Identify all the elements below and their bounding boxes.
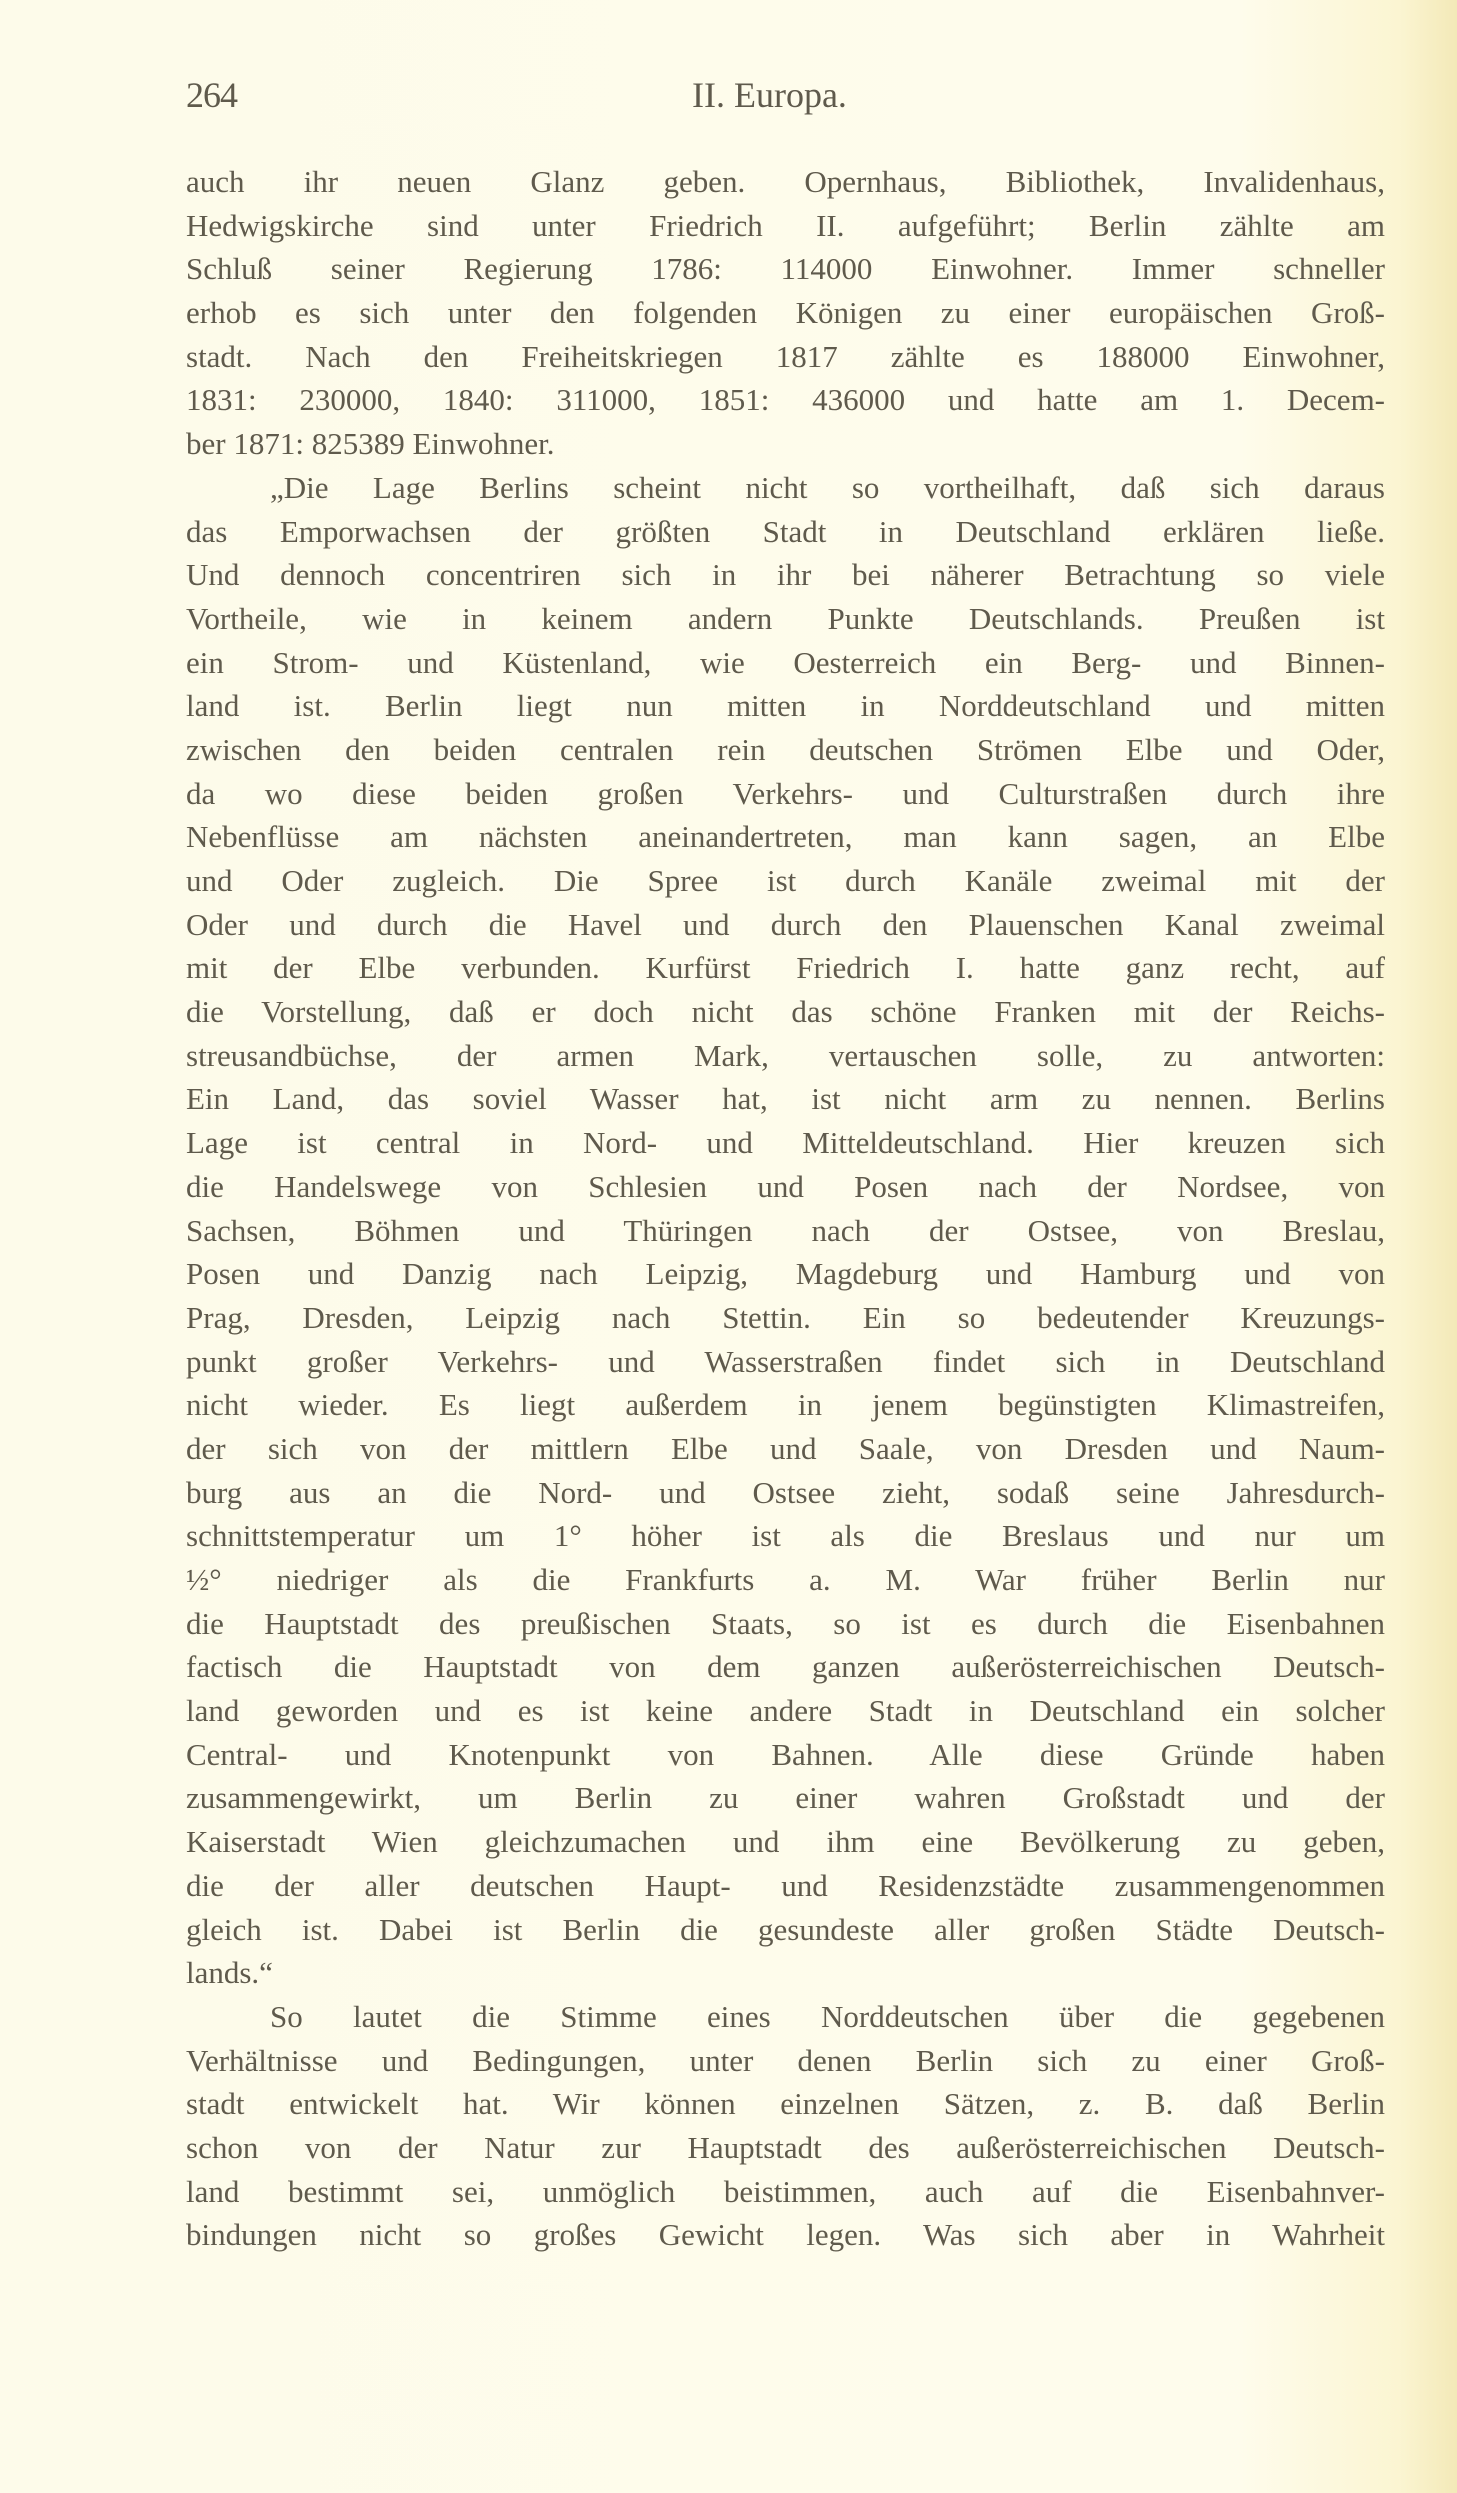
- text-line: Central- und Knotenpunkt von Bahnen. Alle diese Gründe haben: [186, 1736, 1385, 1772]
- text-line: Kaiserstadt Wien gleichzumachen und ihm eine Bevölkerung zu geben,: [186, 1824, 1385, 1860]
- text-line: schon von der Natur zur Hauptstadt des außerösterreichischen Deutsch-: [186, 2129, 1385, 2165]
- body-text: [186, 160, 1385, 2257]
- text-line: „Die Lage Berlins scheint nicht so vortheilhaft, daß sich daraus: [270, 469, 1385, 505]
- text-line: land ist. Berlin liegt nun mitten in Norddeutschland und mitten: [186, 688, 1385, 724]
- text-line: die Vorstellung, daß er doch nicht das schöne Franken mit der Reichs-: [186, 994, 1385, 1030]
- text-line: ein Strom- und Küstenland, wie Oesterreich ein Berg- und Binnen-: [186, 644, 1385, 680]
- text-line: zusammengewirkt, um Berlin zu einer wahren Großstadt und der: [186, 1780, 1385, 1816]
- text-line: Und dennoch concentriren sich in ihr bei näherer Betrachtung so viele: [186, 557, 1385, 593]
- text-line: der sich von der mittlern Elbe und Saale, von Dresden und Naum-: [186, 1430, 1385, 1466]
- text-line: Oder und durch die Havel und durch den Plauenschen Kanal zweimal: [186, 906, 1385, 942]
- text-line: bindungen nicht so großes Gewicht legen. Was sich aber in Wahrheit: [186, 2217, 1385, 2253]
- text-line: nicht wieder. Es liegt außerdem in jenem begünstigten Klimastreifen,: [186, 1387, 1385, 1423]
- text-line: da wo diese beiden großen Verkehrs- und Culturstraßen durch ihre: [186, 775, 1385, 811]
- text-line: stadt. Nach den Freiheitskriegen 1817 zählte es 188000 Einwohner,: [186, 338, 1385, 374]
- text-line: mit der Elbe verbunden. Kurfürst Friedrich I. hatte ganz recht, auf: [186, 950, 1385, 986]
- text-line: factisch die Hauptstadt von dem ganzen außerösterreichischen Deutsch-: [186, 1649, 1385, 1685]
- text-line: ½° niedriger als die Frankfurts a. M. War früher Berlin nur: [186, 1562, 1385, 1597]
- text-line: die Hauptstadt des preußischen Staats, so ist es durch die Eisenbahnen: [186, 1605, 1385, 1641]
- text-line: ber 1871: 825389 Einwohner.: [186, 426, 555, 462]
- text-line: Hedwigskirche sind unter Friedrich II. aufgeführt; Berlin zählte am: [186, 207, 1385, 243]
- text-line: Schluß seiner Regierung 1786: 114000 Einwohner. Immer schneller: [186, 251, 1385, 287]
- text-line: punkt großer Verkehrs- und Wasserstraßen findet sich in Deutschland: [186, 1343, 1385, 1379]
- text-line: Verhältnisse und Bedingungen, unter denen Berlin sich zu einer Groß-: [186, 2042, 1385, 2078]
- text-line: Lage ist central in Nord- und Mitteldeutschland. Hier kreuzen sich: [186, 1125, 1385, 1161]
- text-line: burg aus an die Nord- und Ostsee zieht, sodaß seine Jahresdurch-: [186, 1474, 1385, 1510]
- text-line: auch ihr neuen Glanz geben. Opernhaus, Bibliothek, Invalidenhaus,: [186, 164, 1385, 199]
- text-line: Sachsen, Böhmen und Thüringen nach der Ostsee, von Breslau,: [186, 1212, 1385, 1248]
- text-line: streusandbüchse, der armen Mark, vertauschen solle, zu antworten:: [186, 1037, 1385, 1073]
- text-line: Ein Land, das soviel Wasser hat, ist nicht arm zu nennen. Berlins: [186, 1081, 1385, 1117]
- page-number: 264: [186, 75, 237, 115]
- text-line: die der aller deutschen Haupt- und Residenzstädte zusammengenommen: [186, 1867, 1385, 1903]
- text-line: 1831: 230000, 1840: 311000, 1851: 436000 und hatte am 1. Decem-: [186, 382, 1385, 418]
- text-line: schnittstemperatur um 1° höher ist als die Breslaus und nur um: [186, 1518, 1385, 1554]
- text-line: land bestimmt sei, unmöglich beistimmen, auch auf die Eisenbahnver-: [186, 2173, 1385, 2209]
- text-line: land geworden und es ist keine andere Stadt in Deutschland ein solcher: [186, 1693, 1385, 1729]
- text-line: Posen und Danzig nach Leipzig, Magdeburg und Hamburg und von: [186, 1256, 1385, 1292]
- text-line: Nebenflüsse am nächsten aneinandertreten, man kann sagen, an Elbe: [186, 819, 1385, 855]
- text-line: erhob es sich unter den folgenden Königen zu einer europäischen Groß-: [186, 295, 1385, 331]
- text-line: Vortheile, wie in keinem andern Punkte Deutschlands. Preußen ist: [186, 600, 1385, 636]
- text-line: So lautet die Stimme eines Norddeutschen über die gegebenen: [270, 1998, 1385, 2034]
- page-header: [186, 74, 1385, 120]
- text-line: Prag, Dresden, Leipzig nach Stettin. Ein so bedeutender Kreuzungs-: [186, 1299, 1385, 1335]
- text-line: stadt entwickelt hat. Wir können einzelnen Sätzen, z. B. daß Berlin: [186, 2086, 1385, 2122]
- text-line: zwischen den beiden centralen rein deutschen Strömen Elbe und Oder,: [186, 731, 1385, 767]
- text-line: gleich ist. Dabei ist Berlin die gesundeste aller großen Städte Deutsch-: [186, 1911, 1385, 1947]
- text-line: das Emporwachsen der größten Stadt in Deutschland erklären ließe.: [186, 513, 1385, 549]
- text-line: und Oder zugleich. Die Spree ist durch Kanäle zweimal mit der: [186, 863, 1385, 898]
- text-line: lands.“: [186, 1955, 273, 1991]
- running-title: II. Europa.: [692, 75, 847, 115]
- text-line: die Handelswege von Schlesien und Posen nach der Nordsee, von: [186, 1168, 1385, 1204]
